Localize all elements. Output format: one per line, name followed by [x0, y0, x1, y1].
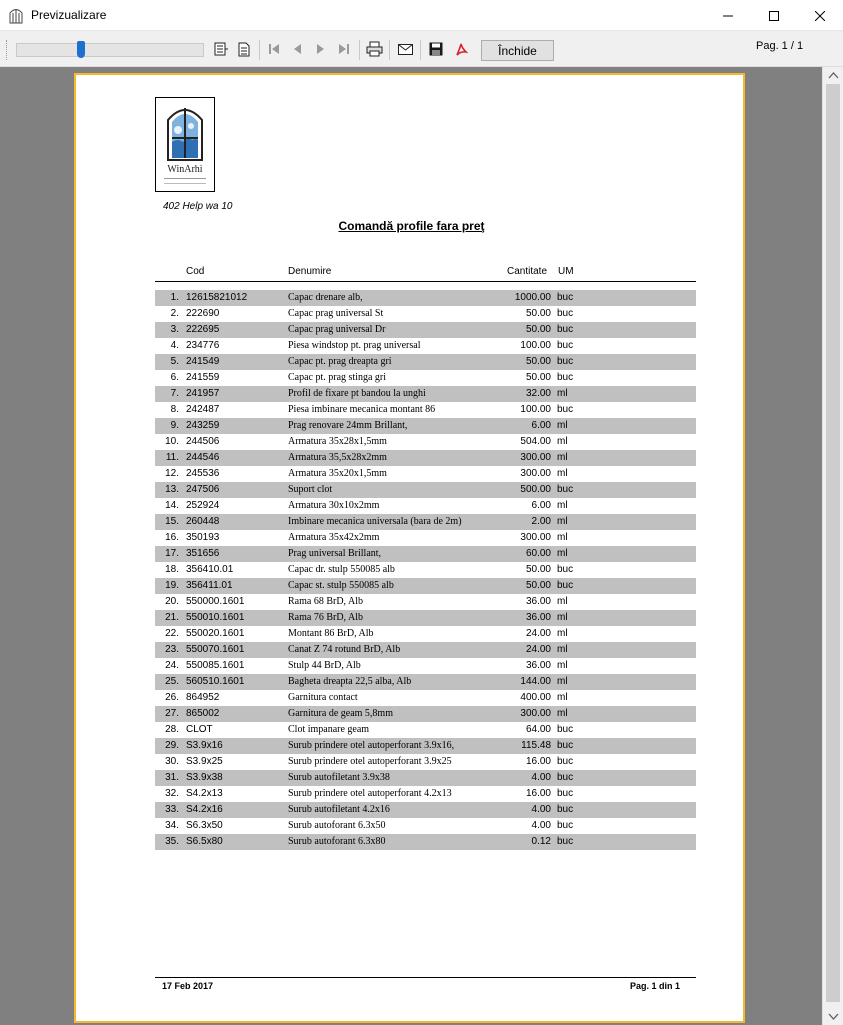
pdf-export-button[interactable] [451, 39, 471, 59]
whole-page-icon [238, 42, 250, 57]
toolbar-grip[interactable] [6, 40, 8, 60]
scrollbar-thumb[interactable] [826, 84, 840, 1002]
table-row [155, 306, 696, 322]
row-um: ml [557, 500, 568, 511]
row-cod: S6.5x80 [186, 836, 223, 847]
minimize-icon [723, 11, 733, 21]
row-number: 33. [165, 804, 179, 815]
row-um: buc [557, 404, 574, 415]
row-cod: 241957 [186, 388, 220, 399]
row-cantitate: 50.00 [525, 356, 551, 367]
row-cod: 245536 [186, 468, 220, 479]
row-number: 31. [165, 772, 179, 783]
row-number: 20. [165, 596, 179, 607]
row-denumire: Armatura 30x10x2mm [288, 500, 380, 511]
row-cod: CLOT [186, 724, 213, 735]
table-row [155, 322, 696, 338]
row-cantitate: 24.00 [525, 644, 551, 655]
zoom-slider-thumb[interactable] [77, 41, 85, 58]
title-bar [0, 0, 843, 31]
row-um: buc [557, 484, 574, 495]
last-page-button[interactable] [334, 39, 354, 59]
row-um: buc [557, 372, 574, 383]
report-subtitle: 402 Help wa 10 [163, 201, 233, 212]
close-window-button[interactable] [797, 0, 843, 31]
row-number: 26. [165, 692, 179, 703]
row-denumire: Armatura 35x42x2mm [288, 532, 380, 543]
scroll-up-icon[interactable] [828, 71, 839, 79]
row-cantitate: 144.00 [520, 676, 551, 687]
row-cod: 550070.1601 [186, 644, 245, 655]
row-cod: 241559 [186, 372, 220, 383]
save-icon [429, 42, 443, 56]
row-cod: S3.9x16 [186, 740, 223, 751]
table-row [155, 770, 696, 786]
column-header-cantitate: Cantitate [507, 266, 548, 277]
row-cantitate: 300.00 [520, 532, 551, 543]
row-denumire: Stulp 44 BrD, Alb [288, 660, 361, 671]
row-number: 8. [170, 404, 179, 415]
row-denumire: Profil de fixare pt bandou la unghi [288, 388, 426, 399]
row-number: 16. [165, 532, 179, 543]
row-cod: 550020.1601 [186, 628, 245, 639]
table-row [155, 498, 696, 514]
row-um: ml [557, 628, 568, 639]
row-denumire: Capac drenare alb, [288, 292, 363, 303]
row-number: 14. [165, 500, 179, 511]
row-cantitate: 50.00 [525, 308, 551, 319]
table-row [155, 386, 696, 402]
column-header-denumire: Denumire [288, 266, 332, 277]
table-row [155, 802, 696, 818]
report-title: Comandă profile fara preţ [338, 219, 485, 233]
row-number: 25. [165, 676, 179, 687]
row-denumire: Clot impanare geam [288, 724, 370, 735]
row-cantitate: 400.00 [520, 692, 551, 703]
row-denumire: Armatura 35x20x1,5mm [288, 468, 387, 479]
row-cantitate: 0.12 [531, 836, 551, 847]
row-denumire: Suport clot [288, 484, 333, 495]
row-denumire: Canat Z 74 rotund BrD, Alb [288, 644, 401, 655]
row-cantitate: 36.00 [525, 660, 551, 671]
table-row [155, 338, 696, 354]
row-um: buc [557, 308, 574, 319]
row-cantitate: 64.00 [525, 724, 551, 735]
row-number: 27. [165, 708, 179, 719]
row-cod: 241549 [186, 356, 220, 367]
table-row [155, 642, 696, 658]
table-row [155, 290, 696, 306]
row-um: ml [557, 660, 568, 671]
row-cantitate: 2.00 [531, 516, 551, 527]
row-denumire: Garnitura contact [288, 692, 358, 703]
table-row [155, 450, 696, 466]
row-um: ml [557, 388, 568, 399]
row-cod: 351656 [186, 548, 220, 559]
table-row [155, 610, 696, 626]
row-denumire: Imbinare mecanica universala (bara de 2m) [288, 516, 462, 527]
column-header-um: UM [558, 266, 574, 277]
row-cod: 242487 [186, 404, 220, 415]
row-number: 15. [165, 516, 179, 527]
row-um: buc [557, 724, 574, 735]
page-width-button[interactable] [211, 39, 231, 59]
row-number: 11. [165, 452, 179, 463]
row-cod: 222695 [186, 324, 220, 335]
row-denumire: Surub autofiletant 3.9x38 [288, 772, 390, 783]
row-cantitate: 50.00 [525, 324, 551, 335]
maximize-icon [769, 11, 779, 21]
company-logo [155, 97, 215, 192]
row-cantitate: 300.00 [520, 452, 551, 463]
print-icon [366, 41, 383, 57]
row-number: 28. [165, 724, 179, 735]
row-number: 2. [170, 308, 179, 319]
row-um: buc [557, 292, 574, 303]
row-denumire: Capac pt. prag stinga gri [288, 372, 387, 383]
table-row [155, 594, 696, 610]
row-number: 29. [165, 740, 179, 751]
row-um: ml [557, 644, 568, 655]
table-row [155, 754, 696, 770]
row-denumire: Armatura 35,5x28x2mm [288, 452, 387, 463]
whole-page-button[interactable] [234, 39, 254, 59]
row-cod: 864952 [186, 692, 220, 703]
row-denumire: Piesa imbinare mecanica montant 86 [288, 404, 436, 415]
table-row [155, 578, 696, 594]
row-denumire: Armatura 35x28x1,5mm [288, 436, 387, 447]
app-icon [8, 7, 24, 24]
row-cod: 12615821012 [186, 292, 248, 303]
row-um: ml [557, 548, 568, 559]
row-denumire: Capac dr. stulp 550085 alb [288, 564, 395, 575]
logo-text: WinArhi [167, 164, 203, 175]
row-denumire: Surub autoforant 6.3x80 [288, 836, 386, 847]
row-um: ml [557, 532, 568, 543]
row-number: 18. [165, 564, 179, 575]
row-cod: 356411.01 [186, 580, 233, 591]
row-number: 24. [165, 660, 179, 671]
row-um: buc [557, 580, 574, 591]
row-cantitate: 300.00 [520, 468, 551, 479]
row-um: buc [557, 772, 574, 783]
toolbar-separator [389, 40, 390, 60]
row-um: buc [557, 788, 574, 799]
row-number: 21. [165, 612, 179, 623]
previous-page-icon [292, 43, 302, 55]
row-cantitate: 504.00 [520, 436, 551, 447]
row-number: 23. [165, 644, 179, 655]
row-number: 12. [165, 468, 179, 479]
report-page [74, 73, 745, 1023]
row-cantitate: 4.00 [531, 772, 551, 783]
row-cantitate: 500.00 [520, 484, 551, 495]
row-cod: 244546 [186, 452, 220, 463]
table-row [155, 706, 696, 722]
row-um: ml [557, 596, 568, 607]
row-cantitate: 36.00 [525, 596, 551, 607]
row-cod: 244506 [186, 436, 220, 447]
row-cantitate: 300.00 [520, 708, 551, 719]
row-number: 30. [165, 756, 179, 767]
table-row [155, 690, 696, 706]
row-cod: 865002 [186, 708, 220, 719]
row-cantitate: 24.00 [525, 628, 551, 639]
order-table [155, 290, 696, 850]
page-width-icon [213, 42, 229, 56]
row-cod: 247506 [186, 484, 220, 495]
toolbar-separator [420, 40, 421, 60]
next-page-button[interactable] [311, 39, 331, 59]
row-cantitate: 1000.00 [514, 292, 551, 303]
row-denumire: Prag renovare 24mm Brillant, [288, 420, 408, 431]
row-number: 5. [170, 356, 179, 367]
row-number: 34. [165, 820, 179, 831]
row-cod: 550000.1601 [186, 596, 245, 607]
first-page-icon [268, 43, 280, 55]
table-row [155, 354, 696, 370]
row-um: ml [557, 708, 568, 719]
row-denumire: Surub autoforant 6.3x50 [288, 820, 386, 831]
row-number: 4. [170, 340, 179, 351]
row-number: 32. [165, 788, 179, 799]
row-cod: 243259 [186, 420, 220, 431]
table-row [155, 722, 696, 738]
row-denumire: Rama 76 BrD, Alb [288, 612, 363, 623]
table-row [155, 418, 696, 434]
row-cantitate: 16.00 [525, 756, 551, 767]
row-cantitate: 50.00 [525, 372, 551, 383]
maximize-button[interactable] [751, 0, 797, 31]
row-number: 35. [165, 836, 179, 847]
previous-page-button[interactable] [287, 39, 307, 59]
footer-date: 17 Feb 2017 [162, 981, 214, 991]
row-cantitate: 4.00 [531, 820, 551, 831]
row-denumire: Montant 86 BrD, Alb [288, 628, 374, 639]
row-cantitate: 115.48 [521, 740, 551, 751]
table-row [155, 530, 696, 546]
email-button[interactable] [395, 39, 415, 59]
footer-divider [155, 977, 696, 978]
column-header-cod: Cod [186, 266, 205, 277]
row-denumire: Piesa windstop pt. prag universal [288, 340, 421, 351]
table-row [155, 658, 696, 674]
row-cantitate: 6.00 [531, 420, 551, 431]
row-um: buc [557, 820, 574, 831]
row-um: buc [557, 356, 574, 367]
row-cod: 252924 [186, 500, 220, 511]
next-page-icon [316, 43, 326, 55]
row-um: buc [557, 756, 574, 767]
table-row [155, 466, 696, 482]
row-um: ml [557, 436, 568, 447]
row-cod: S4.2x16 [186, 804, 223, 815]
window-logo-icon [156, 98, 214, 164]
row-number: 10. [165, 436, 179, 447]
row-um: buc [557, 324, 574, 335]
row-um: buc [557, 804, 574, 815]
row-um: buc [557, 564, 574, 575]
row-denumire: Capac pt. prag dreapta gri [288, 356, 392, 367]
row-cod: S6.3x50 [186, 820, 223, 831]
row-cantitate: 60.00 [525, 548, 551, 559]
footer-page-number: Pag. 1 din 1 [630, 981, 681, 991]
first-page-button[interactable] [264, 39, 284, 59]
row-um: ml [557, 452, 568, 463]
logo-tagline [164, 178, 206, 184]
minimize-button[interactable] [705, 0, 751, 31]
table-row [155, 562, 696, 578]
pdf-icon [454, 42, 469, 57]
row-um: ml [557, 612, 568, 623]
close-preview-button[interactable]: Închide [481, 40, 554, 61]
row-number: 19. [165, 580, 179, 591]
save-button[interactable] [426, 39, 446, 59]
row-number: 7. [170, 388, 179, 399]
row-number: 6. [170, 372, 179, 383]
table-row [155, 834, 696, 850]
page-indicator: Pag. 1 / 1 [756, 40, 804, 52]
row-cod: 234776 [186, 340, 220, 351]
row-number: 22. [165, 628, 179, 639]
table-row [155, 434, 696, 450]
table-row [155, 370, 696, 386]
row-cod: 560510.1601 [186, 676, 245, 687]
row-cod: 260448 [186, 516, 220, 527]
row-number: 1. [170, 292, 179, 303]
row-cod: 550085.1601 [186, 660, 245, 671]
row-denumire: Capac st. stulp 550085 alb [288, 580, 394, 591]
row-cod: 356410.01 [186, 564, 234, 575]
row-cod: 222690 [186, 308, 220, 319]
window-title: Previzualizare [31, 8, 107, 22]
table-row [155, 786, 696, 802]
last-page-icon [338, 43, 350, 55]
row-um: buc [557, 340, 574, 351]
row-number: 3. [170, 324, 179, 335]
row-cantitate: 16.00 [525, 788, 551, 799]
row-number: 9. [170, 420, 179, 431]
toolbar-separator [259, 40, 260, 60]
row-number: 17. [165, 548, 179, 559]
row-cantitate: 36.00 [525, 612, 551, 623]
close-icon [815, 11, 825, 21]
table-row [155, 626, 696, 642]
header-divider [155, 281, 696, 282]
vertical-scrollbar[interactable] [822, 67, 843, 1025]
row-denumire: Prag universal Brillant, [288, 548, 382, 559]
table-row [155, 546, 696, 562]
row-cantitate: 32.00 [525, 388, 551, 399]
row-cantitate: 6.00 [531, 500, 551, 511]
row-cod: S3.9x38 [186, 772, 223, 783]
toolbar-separator [359, 40, 360, 60]
row-denumire: Garnitura de geam 5,8mm [288, 708, 393, 719]
row-denumire: Surub prindere otel autoperforant 3.9x25 [288, 756, 452, 767]
table-row [155, 482, 696, 498]
email-icon [398, 44, 413, 55]
row-um: ml [557, 692, 568, 703]
row-um: ml [557, 676, 568, 687]
row-um: buc [557, 740, 574, 751]
row-cantitate: 100.00 [520, 340, 551, 351]
row-denumire: Capac prag universal St [288, 308, 384, 319]
row-cod: 350193 [186, 532, 220, 543]
row-denumire: Capac prag universal Dr [288, 324, 386, 335]
scroll-down-icon[interactable] [828, 1013, 839, 1021]
row-cantitate: 100.00 [520, 404, 551, 415]
print-button[interactable] [364, 39, 384, 59]
row-cantitate: 50.00 [525, 564, 551, 575]
row-denumire: Surub prindere otel autoperforant 4.2x13 [288, 788, 452, 799]
row-cantitate: 50.00 [525, 580, 551, 591]
row-um: ml [557, 468, 568, 479]
zoom-slider[interactable] [16, 43, 204, 57]
row-number: 13. [165, 484, 179, 495]
row-cod: 550010.1601 [186, 612, 245, 623]
row-denumire: Rama 68 BrD, Alb [288, 596, 363, 607]
table-row [155, 514, 696, 530]
table-row [155, 402, 696, 418]
table-row [155, 738, 696, 754]
table-row [155, 674, 696, 690]
preview-toolbar [0, 31, 843, 67]
row-um: ml [557, 420, 568, 431]
row-denumire: Bagheta dreapta 22,5 alba, Alb [288, 676, 412, 687]
table-row [155, 818, 696, 834]
row-um: ml [557, 516, 568, 527]
row-cod: S3.9x25 [186, 756, 223, 767]
row-cantitate: 4.00 [531, 804, 551, 815]
row-denumire: Surub autofiletant 4.2x16 [288, 804, 390, 815]
row-cod: S4.2x13 [186, 788, 223, 799]
row-denumire: Surub prindere otel autoperforant 3.9x16, [288, 740, 455, 751]
row-um: buc [557, 836, 574, 847]
